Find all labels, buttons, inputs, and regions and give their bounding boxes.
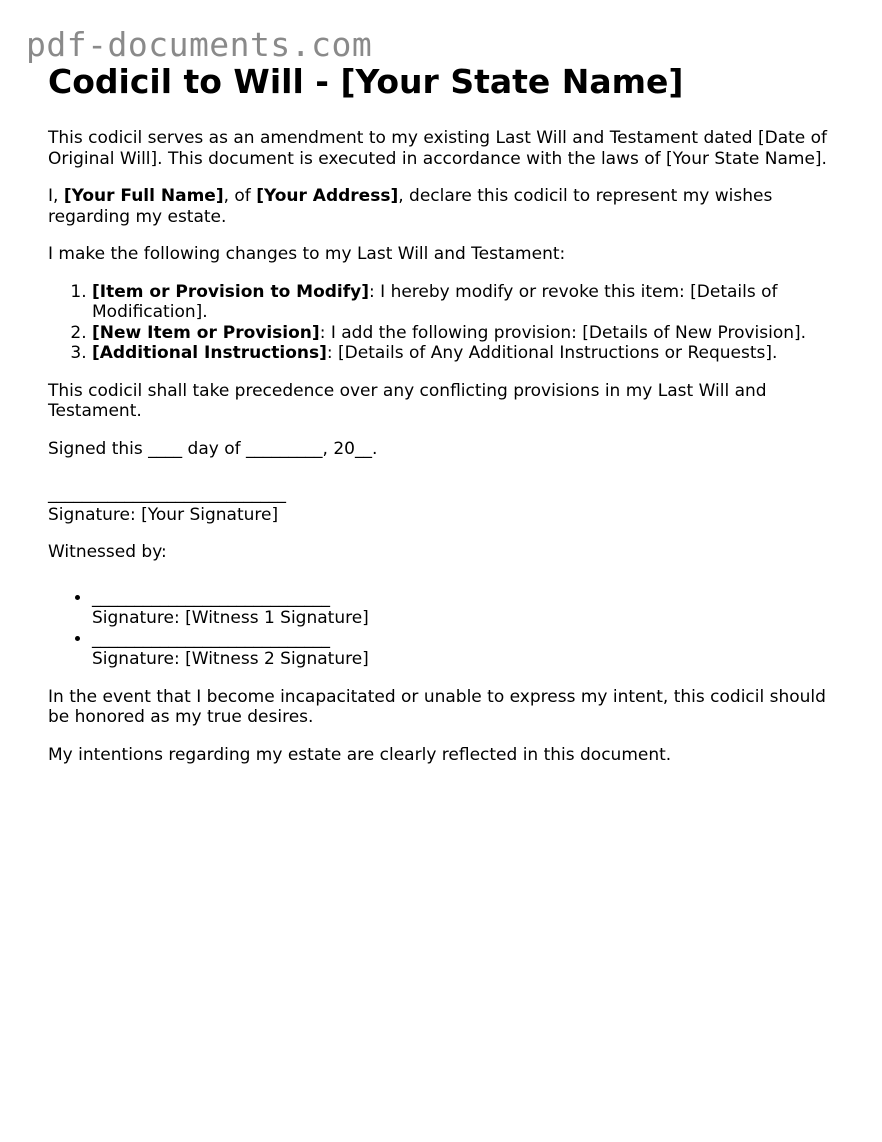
witness-item <box>92 580 848 629</box>
change-label: [Additional Instructions] <box>92 343 327 363</box>
change-text: : [Details of Any Additional Instructions or Requests]. <box>326 343 778 363</box>
change-label: [Item or Provision to Modify] <box>92 281 370 302</box>
witnessed-by-label: Witnessed by: <box>48 542 167 562</box>
watermark: pdf-documents.com <box>26 25 373 64</box>
declaration-paragraph <box>48 186 848 227</box>
declaration-suffix: , declare this codicil to represent my wishes regarding my estate. <box>48 186 773 227</box>
witness-signature-line: • ____________________________ <box>92 587 330 608</box>
signature-label: Signature: [Your Signature] <box>48 504 279 525</box>
document-body <box>48 62 848 782</box>
change-label: [New Item or Provision] <box>92 322 320 343</box>
signed-date-line: Signed this ____ day of _________, 20__. <box>48 438 378 459</box>
full-name-placeholder: [Your Full Name] <box>63 186 224 206</box>
declaration-middle: , of <box>223 186 257 206</box>
changes-list <box>48 282 848 364</box>
signature-block <box>48 484 848 525</box>
change-text: : I add the following provision: [Details of New Provision]. <box>319 322 807 343</box>
change-item-additional <box>92 343 848 364</box>
address-placeholder: [Your Address] <box>256 186 399 206</box>
signature-line: ____________________________ <box>48 484 286 504</box>
change-item-new <box>92 323 848 344</box>
declaration-prefix: I, <box>48 186 64 206</box>
witness-signature-label: Signature: [Witness 1 Signature] <box>92 608 369 628</box>
closing-paragraph: My intentions regarding my estate are clearly reflected in this document. <box>48 744 672 765</box>
witness-signature-line: • ____________________________ <box>92 628 330 649</box>
document-title: Codicil to Will - [Your State Name] <box>48 62 684 101</box>
precedence-paragraph: This codicil shall take precedence over any conflicting provisions in my Last Will and Testament. <box>48 380 767 421</box>
witness-signature-label: Signature: [Witness 2 Signature] <box>92 649 369 669</box>
incapacity-paragraph: In the event that I become incapacitated or unable to express my intent, this codicil should be honored as my true desires. <box>48 686 826 727</box>
witness-list <box>48 580 848 670</box>
change-text: : I hereby modify or revoke this item: [Details of Modification]. <box>92 281 778 322</box>
changes-intro: I make the following changes to my Last Will and Testament: <box>48 244 566 264</box>
intro-paragraph: This codicil serves as an amendment to my existing Last Will and Testament dated [Date of Original Will]. This document is executed in accordance with the laws of [Your State Name]. <box>48 128 828 169</box>
witness-item <box>92 629 848 670</box>
change-item-modify <box>92 282 848 323</box>
